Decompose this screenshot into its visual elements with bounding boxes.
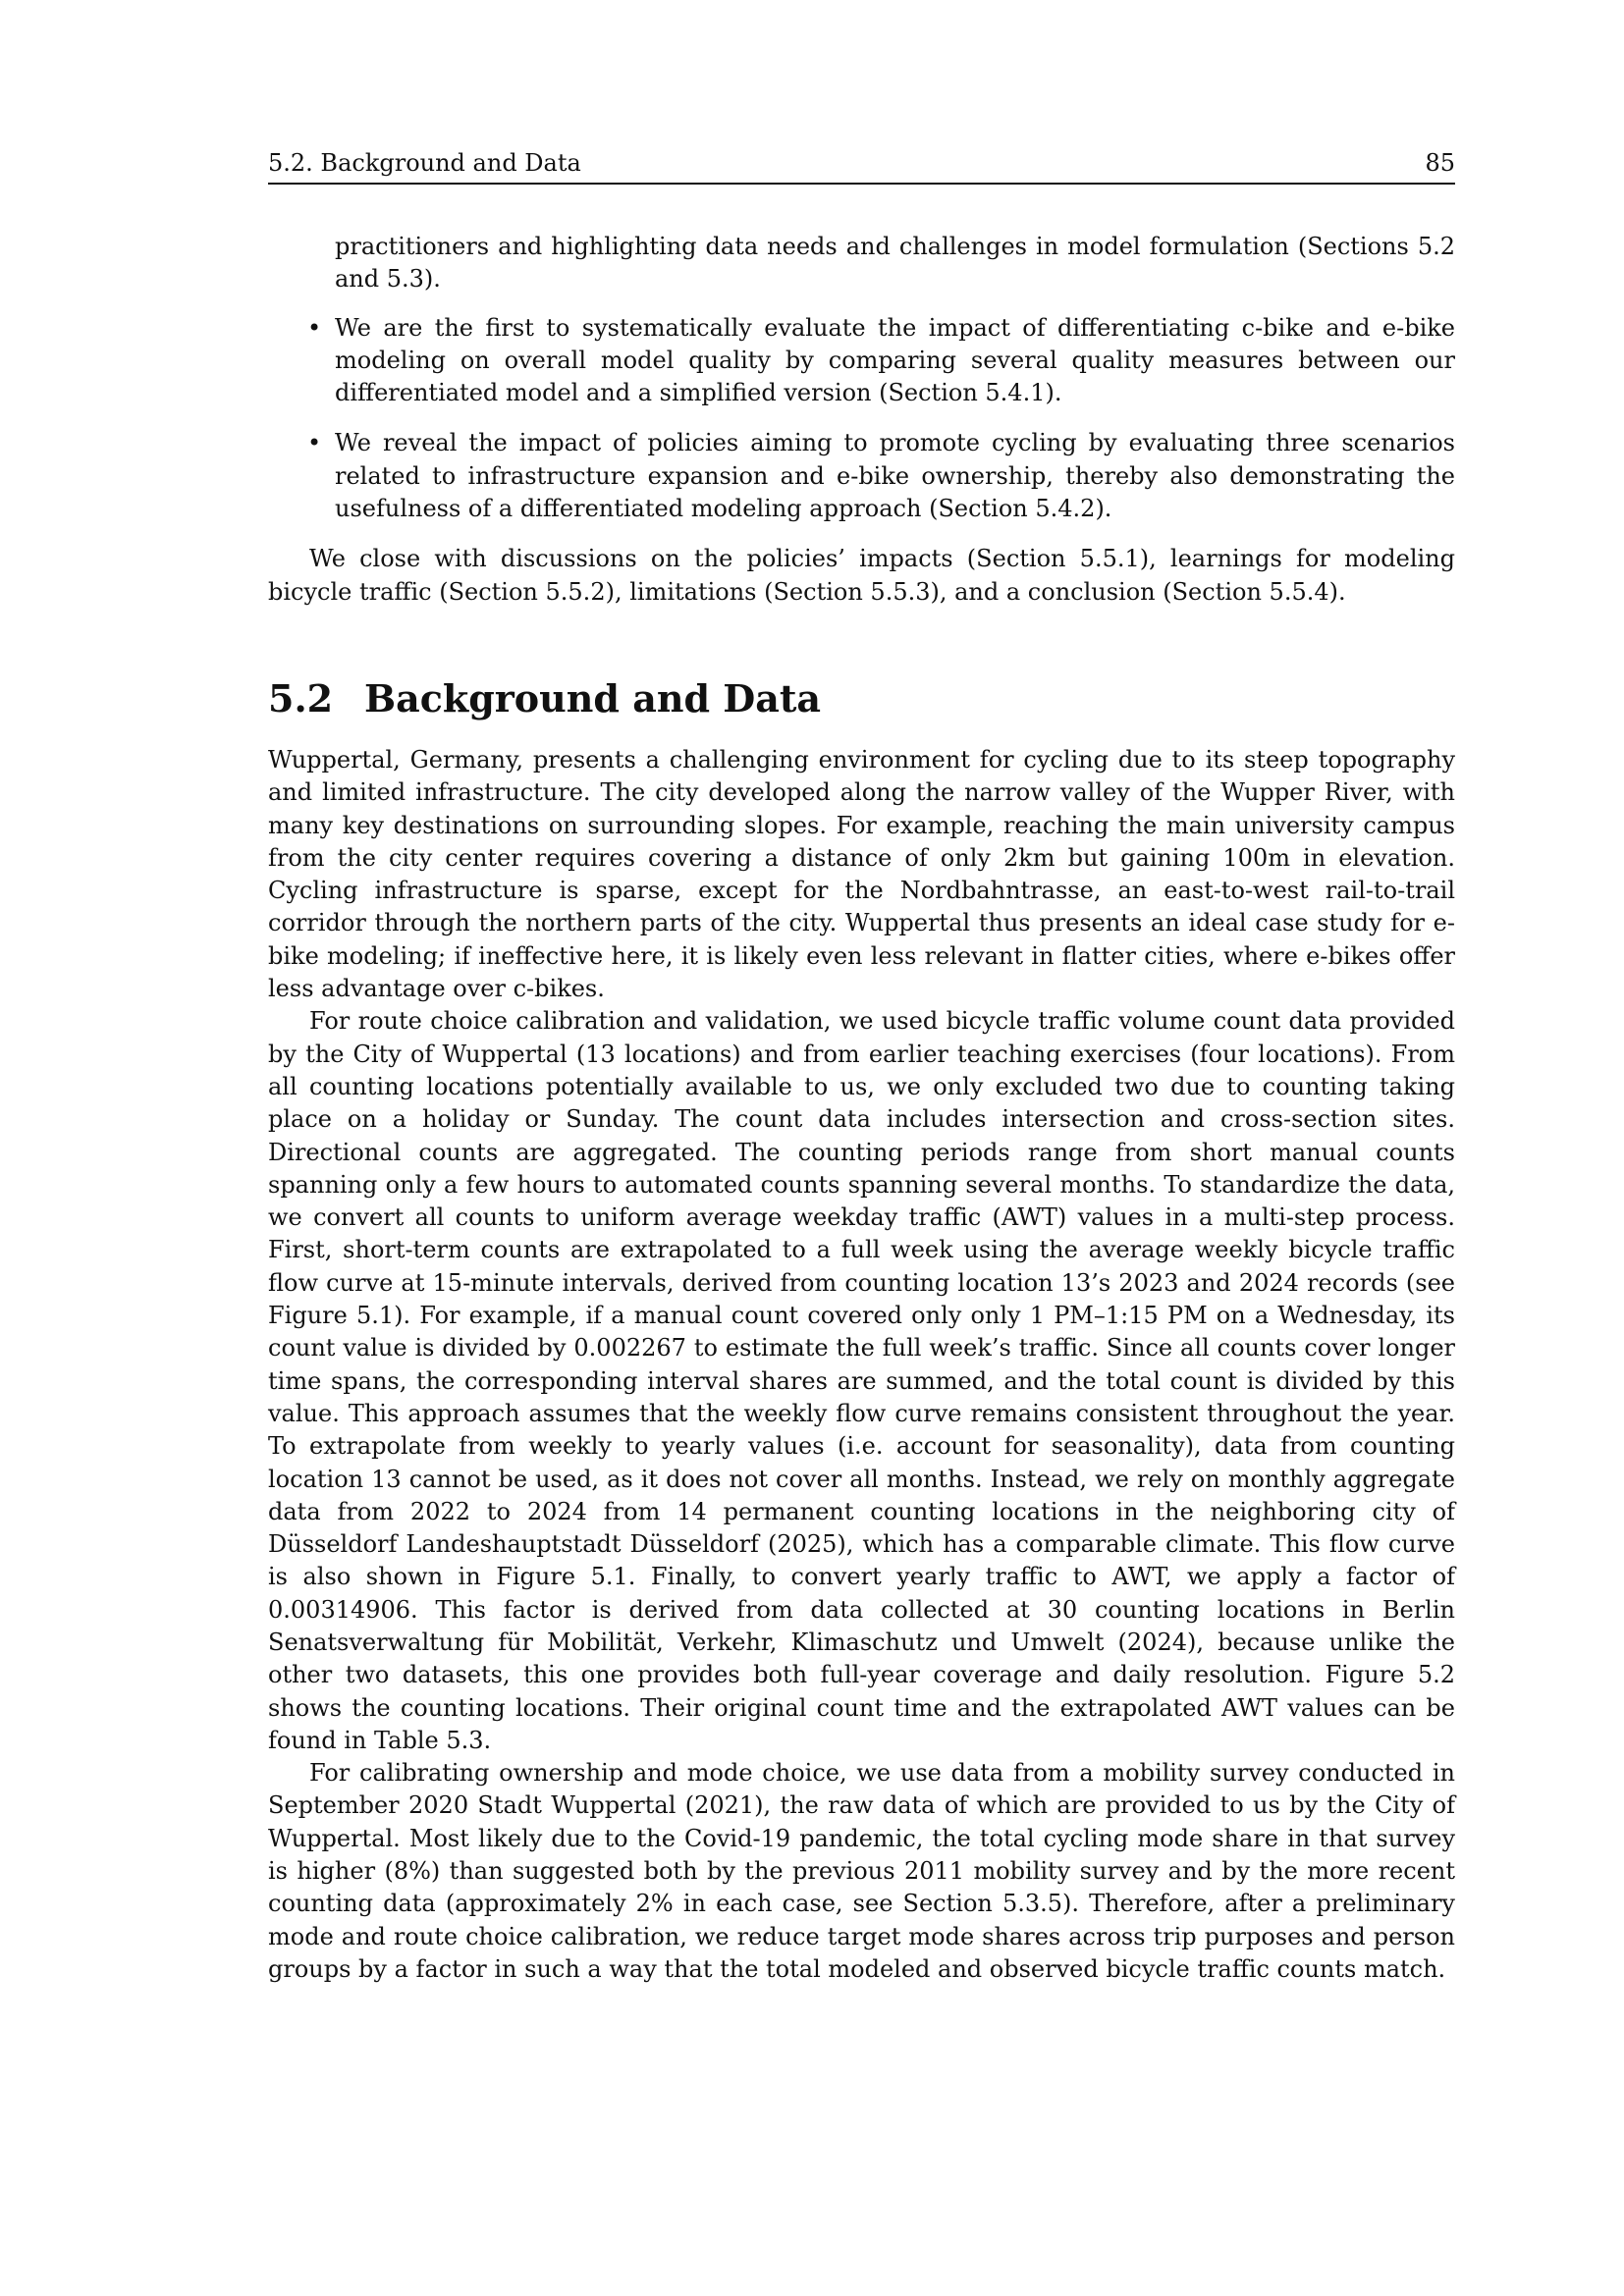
- section-title: Background and Data: [364, 675, 821, 721]
- bullet-icon: •: [307, 313, 322, 342]
- header-section-title: 5.2. Background and Data: [268, 149, 581, 177]
- list-item-text: We are the first to systematically evaluate the impact of differentiating c-bike and e-bike modeling on overall model quality by comparing several quality measures between our differentiated model and a simplified version (Section 5.4.1).: [335, 313, 1455, 407]
- continuation-paragraph: practitioners and highlighting data needs and challenges in model formulation (Sections 5.2 and 5.3).: [335, 233, 1455, 294]
- section-number: 5.2: [268, 675, 334, 721]
- page-body: [268, 231, 1455, 1986]
- bullet-icon: •: [307, 429, 322, 457]
- list-item: [268, 427, 1455, 525]
- list-item-text: We reveal the impact of policies aiming to promote cycling by evaluating three scenarios related to infrastructure expansion and e-bike ownership, thereby also demonstrating the usefulness of a differentiated modeling approach (Section 5.4.2).: [335, 429, 1455, 523]
- contribution-list: [268, 312, 1455, 526]
- page-number: 85: [1425, 149, 1455, 177]
- body-paragraph: For calibrating ownership and mode choice, we use data from a mobility survey conducted in September 2020 Stadt Wuppertal (2021), the raw data of which are provided to us by the City of Wuppertal. Most likely due to the Covid-19 pandemic, the total cycling mode share in that survey is higher (8%) than suggested both by the previous 2011 mobility survey and by the more recent counting data (approximately 2% in each case, see Section 5.3.5). Therefore, after a preliminary mode and route choice calibration, we reduce target mode shares across trip purposes and person groups by a factor in such a way that the total modeled and observed bicycle traffic counts match.: [268, 1759, 1455, 1983]
- running-header: [268, 147, 1455, 185]
- section-heading: [268, 677, 1455, 721]
- list-item: [268, 312, 1455, 410]
- body-paragraph: For route choice calibration and validation, we used bicycle traffic volume count data provided by the City of Wuppertal (13 locations) and from earlier teaching exercises (four locations). From all counting locations potentially available to us, we only excluded two due to counting taking place on a holiday or Sunday. The count data includes intersection and cross-section sites. Directional counts are aggregated. The counting periods range from short manual counts spanning only a few hours to automated counts spanning several months. To standardize the data, we convert all counts to uniform average weekday traffic (AWT) values in a multi-step process. First, short-term counts are extrapolated to a full week using the average weekly bicycle traffic flow curve at 15-minute intervals, derived from counting location 13’s 2023 and 2024 records (see Figure 5.1). For example, if a manual count covered only only 1 PM–1:15 PM on a Wednesday, its count value is divided by 0.002267 to estimate the full week’s traffic. Since all counts cover longer time spans, the corresponding interval shares are summed, and the total count is divided by this value. This approach assumes that the weekly flow curve remains consistent throughout the year. To extrapolate from weekly to yearly values (i.e. account for seasonality), data from counting location 13 cannot be used, as it does not cover all months. Instead, we rely on monthly aggregate data from 2022 to 2024 from 14 permanent counting locations in the neighboring city of Düsseldorf Landeshauptstadt Düsseldorf (2025), which has a comparable climate. This flow curve is also shown in Figure 5.1. Finally, to convert yearly traffic to AWT, we apply a factor of 0.00314906. This factor is derived from data collected at 30 counting locations in Berlin Senatsverwaltung für Mobilität, Verkehr, Klimaschutz und Umwelt (2024), because unlike the other two datasets, this one provides both full-year coverage and daily resolution. Figure 5.2 shows the counting locations. Their original count time and the extrapolated AWT values can be found in Table 5.3.: [268, 1007, 1455, 1754]
- closing-paragraph: We close with discussions on the policies’ impacts (Section 5.5.1), learnings for modeling bicycle traffic (Section 5.5.2), limitations (Section 5.5.3), and a conclusion (Section 5.5.4).: [268, 545, 1455, 606]
- body-paragraph: Wuppertal, Germany, presents a challenging environment for cycling due to its steep topography and limited infrastructure. The city developed along the narrow valley of the Wupper River, with many key destinations on surrounding slopes. For example, reaching the main university campus from the city center requires covering a distance of only 2km but gaining 100m in elevation. Cycling infrastructure is sparse, except for the Nordbahntrasse, an east-to-west rail-to-trail corridor through the northern parts of the city. Wuppertal thus presents an ideal case study for e-bike modeling; if ineffective here, it is likely even less relevant in flatter cities, where e-bikes offer less advantage over c-bikes.: [268, 745, 1455, 1003]
